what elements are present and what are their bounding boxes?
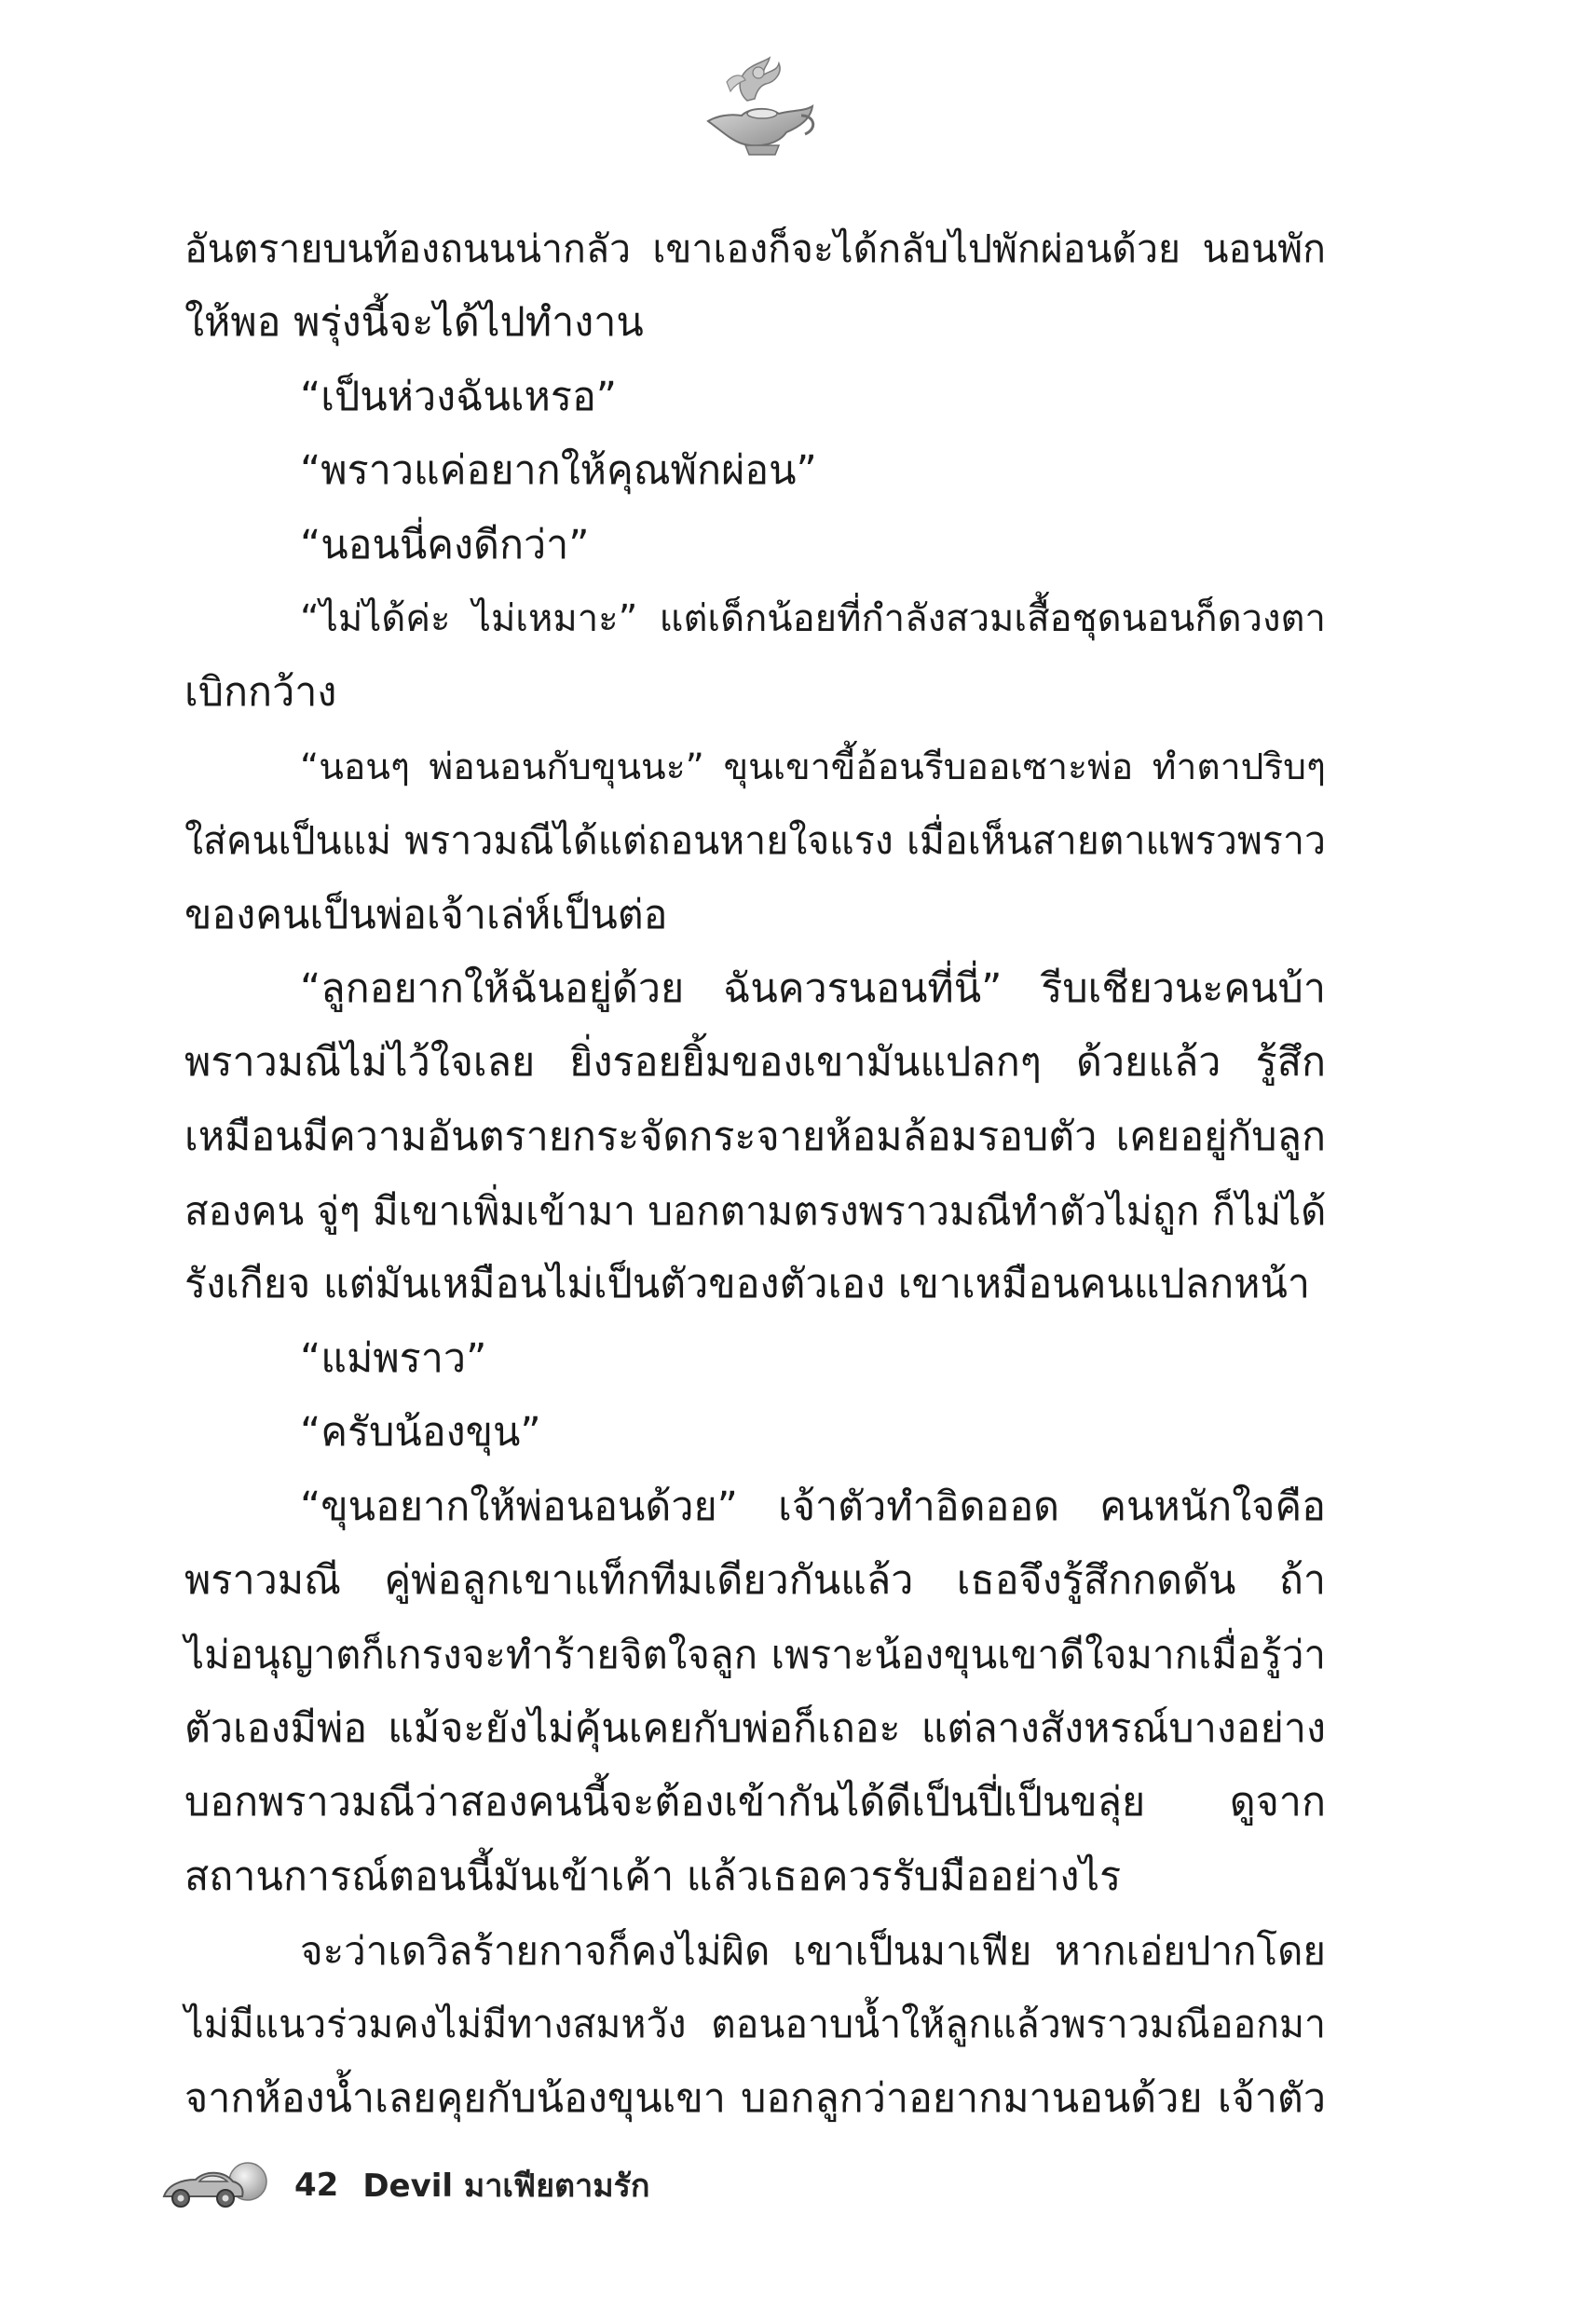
text-line: สองคน จู่ๆ มีเขาเพิ่มเข้ามา บอกตามตรงพราวมณีทำตัวไม่ถูก ก็ไม่ได้ xyxy=(184,1188,1327,1235)
text-line: “ลูกอยากให้ฉันอยู่ด้วย ฉันควรนอนที่นี่” รีบเชียวนะคนบ้า xyxy=(300,964,1326,1012)
text-line: ให้พอ พรุ่งนี้จะได้ไปทำงาน xyxy=(184,299,644,347)
text-line: “ไม่ได้ค่ะ ไม่เหมาะ” แต่เด็กน้อยที่กำลังสวมเสื้อชุดนอนก็ดวงตา xyxy=(300,596,1326,640)
text-line: ใส่คนเป็นแม่ พราวมณีได้แต่ถอนหายใจแรง เมื่อเห็นสายตาแพรวพราว xyxy=(184,818,1326,864)
text-line: ไม่มีแนวร่วมคงไม่มีทางสมหวัง ตอนอาบน้ำให้ลูกแล้วพราวมณีออกมา xyxy=(184,2002,1326,2047)
page-number: 42 xyxy=(294,2167,339,2204)
text-line: บอกพราวมณีว่าสองคนนี้จะต้องเข้ากันได้ดีเป็นปี่เป็นขลุ่ย ดูจาก xyxy=(184,1779,1326,1826)
text-line: ตัวเองมีพ่อ แม้จะยังไม่คุ้นเคยกับพ่อก็เถอะ แต่ลางสังหรณ์บางอย่าง xyxy=(184,1704,1326,1752)
text-line: จะว่าเดวิลร้ายกาจก็คงไม่ผิด เขาเป็นมาเฟีย หากเอ่ยปากโดย xyxy=(300,1927,1326,1974)
text-line: เหมือนมีความอันตรายกระจัดกระจายห้อมล้อมรอบตัว เคยอยู่กับลูก xyxy=(184,1113,1326,1160)
text-line: ของคนเป็นพ่อเจ้าเล่ห์เป็นต่อ xyxy=(184,891,668,938)
text-line: จากห้องน้ำเลยคุยกับน้องขุนเขา บอกลูกว่าอยากมานอนด้วย เจ้าตัว xyxy=(184,2074,1326,2122)
text-line: “นอนๆ พ่อนอนกับขุนนะ” ขุนเขาขี้อ้อนรีบออเซาะพ่อ ทำตาปริบๆ xyxy=(300,745,1326,788)
body-text xyxy=(184,212,1326,2136)
text-line: อันตรายบนท้องถนนน่ากลัว เขาเองก็จะได้กลับไปพักผ่อนด้วย นอนพัก xyxy=(184,226,1326,271)
text-line: รังเกียจ แต่มันเหมือนไม่เป็นตัวของตัวเอง เขาเหมือนคนแปลกหน้า xyxy=(184,1261,1311,1308)
page-footer xyxy=(158,2153,649,2218)
text-line: เบิกกว้าง xyxy=(184,669,337,717)
genie-lamp-icon xyxy=(689,54,820,166)
dialogue-line: “พราวแค่อยากให้คุณพักผ่อน” xyxy=(300,447,817,495)
text-line: พราวมณีไม่ไว้ใจเลย ยิ่งรอยยิ้มของเขามันแปลกๆ ด้วยแล้ว รู้สึก xyxy=(184,1039,1326,1087)
car-icon xyxy=(158,2157,270,2213)
dialogue-line: “ครับน้องขุน” xyxy=(300,1409,541,1456)
dialogue-line: “แม่พราว” xyxy=(300,1334,487,1382)
text-line: พราวมณี คู่พ่อลูกเขาแท็กทีมเดียวกันแล้ว เธอจึงรู้สึกกดดัน ถ้า xyxy=(184,1557,1326,1605)
text-line: สถานการณ์ตอนนี้มันเข้าเค้า แล้วเธอควรรับมืออย่างไร xyxy=(184,1853,1122,1900)
dialogue-line: “เป็นห่วงฉันเหรอ” xyxy=(300,373,618,420)
book-title: Devil มาเฟียตามรัก xyxy=(362,2167,650,2205)
footer-text xyxy=(294,2160,649,2210)
text-line: “ขุนอยากให้พ่อนอนด้วย” เจ้าตัวทำอิดออด คนหนักใจคือ xyxy=(300,1483,1326,1530)
dialogue-line: “นอนนี่คงดีกว่า” xyxy=(300,521,590,568)
text-line: ไม่อนุญาตก็เกรงจะทำร้ายจิตใจลูก เพราะน้องขุนเขาดีใจมากเมื่อรู้ว่า xyxy=(184,1632,1326,1678)
